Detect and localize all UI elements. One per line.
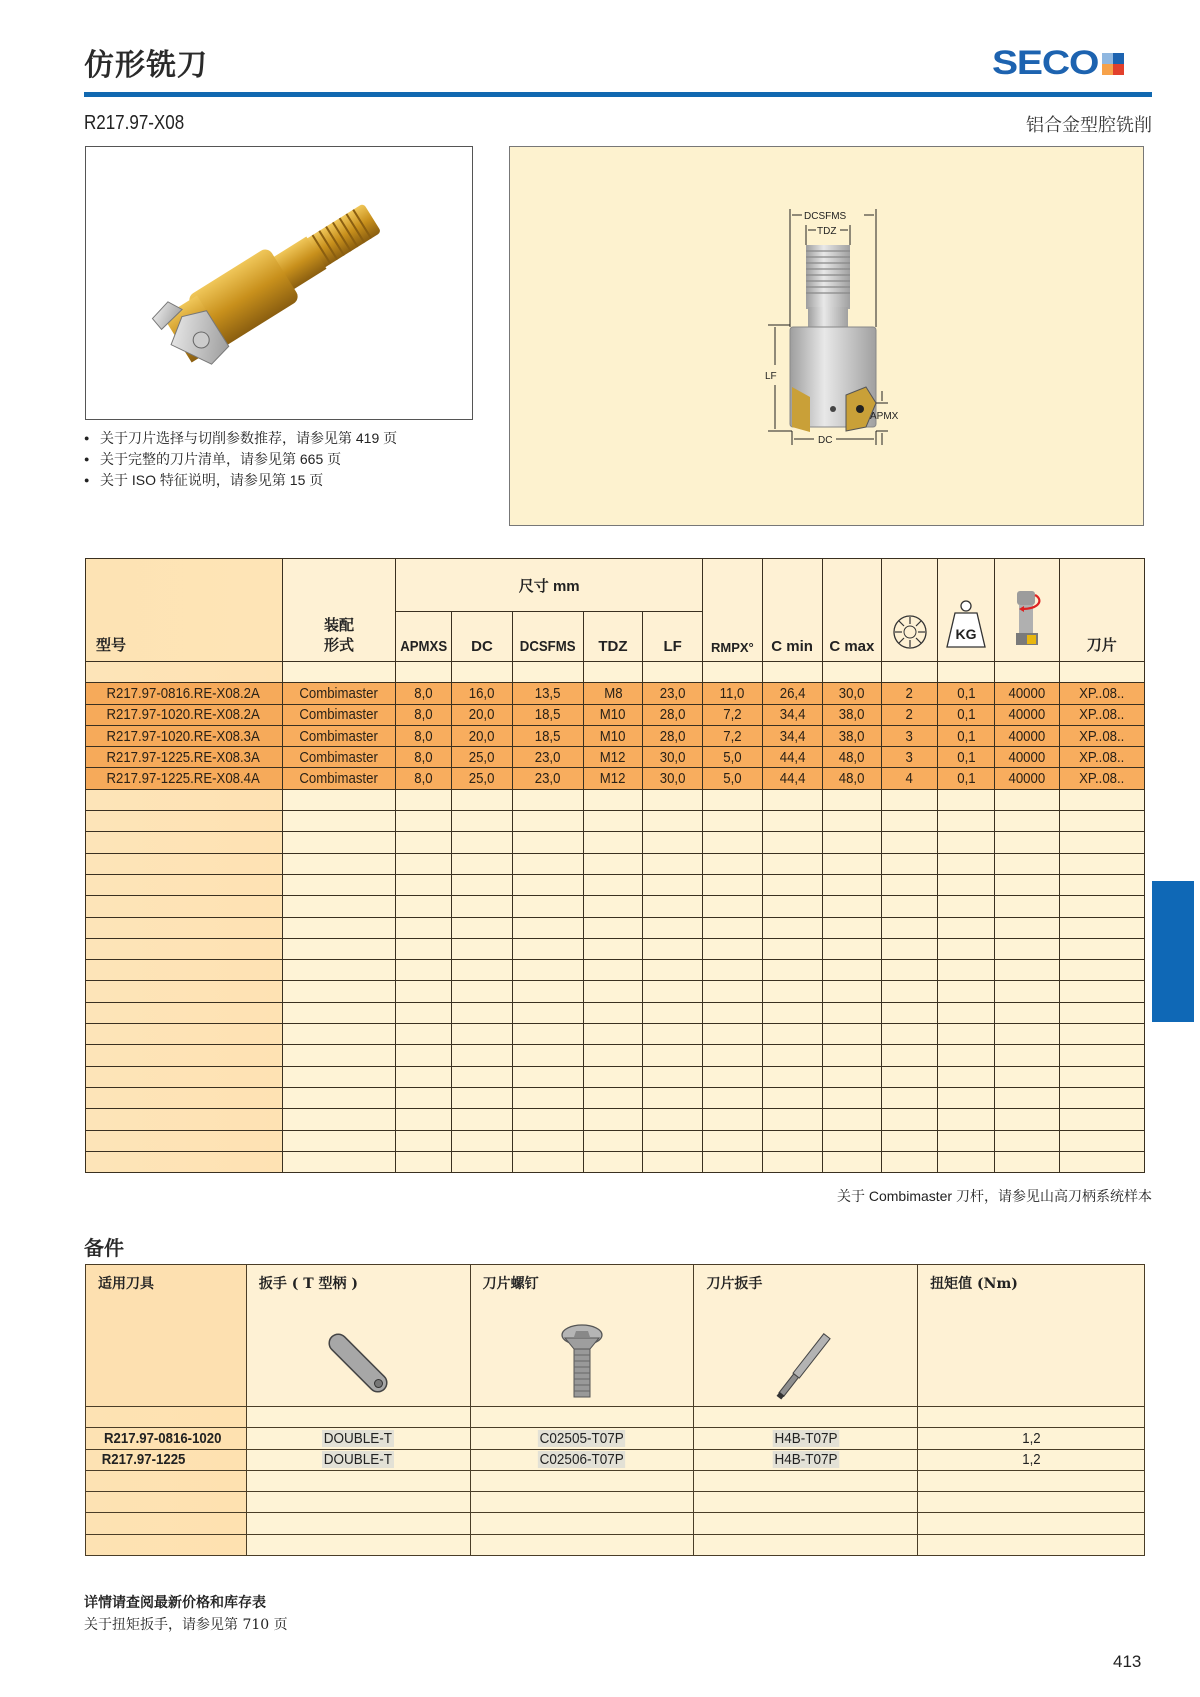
label-tdz: TDZ bbox=[817, 226, 837, 237]
empty-row bbox=[86, 1534, 1145, 1555]
cell-cmin: 34,4 bbox=[762, 725, 822, 746]
label-dcsfms: DCSFMS bbox=[804, 211, 847, 222]
header-t-key: 扳手 ( T 型柄 ) bbox=[246, 1265, 470, 1407]
empty-row bbox=[86, 896, 1145, 917]
header-dimensions-group: 尺寸 mm bbox=[396, 559, 703, 612]
empty-row bbox=[86, 1087, 1145, 1108]
cutter-dimension-drawing-icon bbox=[510, 147, 1145, 527]
weight-kg-icon bbox=[945, 599, 987, 651]
cell-cmax: 38,0 bbox=[822, 704, 881, 725]
empty-row bbox=[86, 960, 1145, 981]
cell-tool: R217.97-1225 bbox=[86, 1449, 247, 1470]
cell-key: DOUBLE-T bbox=[246, 1428, 470, 1449]
footer-price-note: 详情请查阅最新价格和库存表 bbox=[84, 1595, 266, 1611]
cell-cmax: 38,0 bbox=[822, 725, 881, 746]
header-rmpx: RMPX° bbox=[703, 559, 762, 662]
cell-insert: XP..08.. bbox=[1059, 747, 1144, 768]
product-code: R217.97-X08 bbox=[84, 112, 185, 134]
cell-model: R217.97-1020.RE-X08.2A bbox=[86, 704, 283, 725]
note-item: ● 关于刀片选择与切削参数推荐，请参见第 419 页 bbox=[84, 428, 397, 449]
cell-rmpx: 7,2 bbox=[703, 725, 762, 746]
svg-text:KG: KG bbox=[955, 626, 977, 642]
cell-dcsfms: 23,0 bbox=[512, 768, 583, 789]
cell-z: 2 bbox=[881, 683, 937, 704]
header-fit: 装配 形式 bbox=[282, 559, 395, 662]
cell-cmax: 48,0 bbox=[822, 747, 881, 768]
seco-logo-mark-icon bbox=[1102, 53, 1124, 75]
empty-row bbox=[86, 832, 1145, 853]
cell-lf: 30,0 bbox=[643, 747, 703, 768]
empty-row bbox=[86, 917, 1145, 938]
cell-cmin: 34,4 bbox=[762, 704, 822, 725]
empty-row bbox=[86, 1066, 1145, 1087]
table-row bbox=[86, 747, 1145, 768]
cell-dcsfms: 23,0 bbox=[512, 747, 583, 768]
cell-insert: XP..08.. bbox=[1059, 704, 1144, 725]
cell-screw: C02506-T07P bbox=[470, 1449, 694, 1470]
cell-dc: 20,0 bbox=[452, 704, 512, 725]
header-torque: 扭矩值 (Nm) bbox=[918, 1265, 1145, 1407]
insert-screw-icon bbox=[557, 1323, 607, 1403]
spare-table-body bbox=[86, 1428, 1145, 1556]
cell-z: 3 bbox=[881, 747, 937, 768]
insert-key-icon bbox=[766, 1323, 846, 1403]
t-handle-key-icon bbox=[313, 1323, 403, 1403]
empty-row bbox=[86, 874, 1145, 895]
cell-lf: 30,0 bbox=[643, 768, 703, 789]
empty-row bbox=[86, 1130, 1145, 1151]
empty-row bbox=[86, 1002, 1145, 1023]
header-dcsfms: DCSFMS bbox=[512, 612, 583, 662]
max-rpm-icon bbox=[1011, 587, 1043, 651]
empty-row bbox=[86, 789, 1145, 810]
cell-rmpx: 11,0 bbox=[703, 683, 762, 704]
teeth-count-icon bbox=[891, 613, 929, 651]
header-applicable-tool: 适用刀具 bbox=[86, 1265, 247, 1407]
cell-fit: Combimaster bbox=[282, 704, 395, 725]
product-photo bbox=[85, 146, 473, 420]
empty-row bbox=[86, 1470, 1145, 1491]
cell-fit: Combimaster bbox=[282, 725, 395, 746]
empty-row bbox=[86, 1109, 1145, 1130]
cell-model: R217.97-1020.RE-X08.3A bbox=[86, 725, 283, 746]
cell-dc: 20,0 bbox=[452, 725, 512, 746]
note-item: ● 关于完整的刀片清单，请参见第 665 页 bbox=[84, 449, 397, 470]
cell-rpm: 40000 bbox=[995, 704, 1059, 725]
empty-row bbox=[86, 811, 1145, 832]
empty-row bbox=[86, 1024, 1145, 1045]
cell-fit: Combimaster bbox=[282, 683, 395, 704]
cell-screw: C02505-T07P bbox=[470, 1428, 694, 1449]
seco-logo bbox=[992, 44, 1124, 83]
cell-lf: 23,0 bbox=[643, 683, 703, 704]
cell-dcsfms: 18,5 bbox=[512, 725, 583, 746]
cell-dcsfms: 13,5 bbox=[512, 683, 583, 704]
cell-kg: 0,1 bbox=[938, 704, 995, 725]
cell-model: R217.97-1225.RE-X08.3A bbox=[86, 747, 283, 768]
cell-z: 3 bbox=[881, 725, 937, 746]
cell-dc: 25,0 bbox=[452, 747, 512, 768]
table-row bbox=[86, 683, 1145, 704]
header-teeth bbox=[881, 559, 937, 662]
cell-rpm: 40000 bbox=[995, 725, 1059, 746]
cell-dcsfms: 18,5 bbox=[512, 704, 583, 725]
combimaster-note: 关于 Combimaster 刀杆，请参见山高刀柄系统样本 bbox=[836, 1188, 1152, 1204]
cutter-specs-table bbox=[85, 558, 1145, 1173]
cell-torque: 1,2 bbox=[918, 1428, 1145, 1449]
empty-row bbox=[86, 1492, 1145, 1513]
spare-parts-table bbox=[85, 1264, 1145, 1556]
cell-tdz: M10 bbox=[583, 704, 642, 725]
cell-tdz: M8 bbox=[583, 683, 642, 704]
header-rpm bbox=[995, 559, 1059, 662]
cell-kg: 0,1 bbox=[938, 725, 995, 746]
footer-torque-note: 关于扭矩扳手，请参见第 710 页 bbox=[84, 1617, 288, 1633]
cell-rmpx: 5,0 bbox=[703, 747, 762, 768]
header-apmxs: APMXS bbox=[396, 612, 452, 662]
cell-cmin: 26,4 bbox=[762, 683, 822, 704]
table-row bbox=[86, 704, 1145, 725]
empty-row bbox=[86, 1513, 1145, 1534]
cell-lf: 28,0 bbox=[643, 725, 703, 746]
dimension-diagram bbox=[509, 146, 1144, 526]
header-dc: DC bbox=[452, 612, 512, 662]
cell-tdz: M12 bbox=[583, 768, 642, 789]
cell-fit: Combimaster bbox=[282, 768, 395, 789]
cell-tdz: M10 bbox=[583, 725, 642, 746]
page-title: 仿形铣刀 bbox=[84, 48, 208, 83]
cell-model: R217.97-0816.RE-X08.2A bbox=[86, 683, 283, 704]
cell-apmxs: 8,0 bbox=[396, 768, 452, 789]
application-label: 铝合金型腔铣削 bbox=[1026, 115, 1152, 136]
cell-cmax: 48,0 bbox=[822, 768, 881, 789]
note-item: ● 关于 ISO 特征说明，请参见第 15 页 bbox=[84, 470, 397, 491]
cell-key: DOUBLE-T bbox=[246, 1449, 470, 1470]
label-apmx: APMX bbox=[870, 411, 899, 422]
header-insert-screw: 刀片螺钉 bbox=[470, 1265, 694, 1407]
section-tab-marker bbox=[1152, 881, 1194, 1022]
empty-row bbox=[86, 1045, 1145, 1066]
cell-rmpx: 7,2 bbox=[703, 704, 762, 725]
header-insert: 刀片 bbox=[1059, 559, 1144, 662]
cell-apmxs: 8,0 bbox=[396, 747, 452, 768]
cell-insert_key: H4B-T07P bbox=[694, 1428, 918, 1449]
table-row bbox=[86, 725, 1145, 746]
cell-dc: 16,0 bbox=[452, 683, 512, 704]
cell-cmax: 30,0 bbox=[822, 683, 881, 704]
page-number: 413 bbox=[1113, 1652, 1142, 1671]
brand-name: SECO bbox=[992, 44, 1099, 82]
cell-cmin: 44,4 bbox=[762, 747, 822, 768]
cell-model: R217.97-1225.RE-X08.4A bbox=[86, 768, 283, 789]
cell-insert: XP..08.. bbox=[1059, 768, 1144, 789]
main-table-body bbox=[86, 683, 1145, 1173]
cell-tdz: M12 bbox=[583, 747, 642, 768]
cell-kg: 0,1 bbox=[938, 683, 995, 704]
cell-rpm: 40000 bbox=[995, 683, 1059, 704]
cell-rpm: 40000 bbox=[995, 768, 1059, 789]
cell-kg: 0,1 bbox=[938, 768, 995, 789]
cell-tool: R217.97-0816-1020 bbox=[86, 1428, 247, 1449]
label-dc: DC bbox=[818, 435, 833, 446]
cell-apmxs: 8,0 bbox=[396, 683, 452, 704]
header-rule bbox=[84, 92, 1152, 97]
cell-insert: XP..08.. bbox=[1059, 725, 1144, 746]
empty-row bbox=[86, 938, 1145, 959]
cell-dc: 25,0 bbox=[452, 768, 512, 789]
cell-rpm: 40000 bbox=[995, 747, 1059, 768]
reference-notes bbox=[84, 428, 397, 491]
cell-kg: 0,1 bbox=[938, 747, 995, 768]
cell-insert: XP..08.. bbox=[1059, 683, 1144, 704]
cell-rmpx: 5,0 bbox=[703, 768, 762, 789]
header-weight bbox=[938, 559, 995, 662]
copy-mill-cutter-photo-icon bbox=[86, 147, 474, 421]
cell-lf: 28,0 bbox=[643, 704, 703, 725]
header-tdz: TDZ bbox=[583, 612, 642, 662]
table-row bbox=[86, 768, 1145, 789]
spare-row bbox=[86, 1449, 1145, 1470]
empty-row bbox=[86, 981, 1145, 1002]
empty-row bbox=[86, 1151, 1145, 1172]
header-insert-key: 刀片扳手 bbox=[694, 1265, 918, 1407]
cell-z: 4 bbox=[881, 768, 937, 789]
cell-fit: Combimaster bbox=[282, 747, 395, 768]
cell-insert_key: H4B-T07P bbox=[694, 1449, 918, 1470]
spare-row bbox=[86, 1428, 1145, 1449]
cell-z: 2 bbox=[881, 704, 937, 725]
header-model: 型号 bbox=[86, 559, 283, 662]
label-lf: LF bbox=[765, 371, 777, 382]
spare-parts-title: 备件 bbox=[84, 1236, 124, 1260]
cell-cmin: 44,4 bbox=[762, 768, 822, 789]
header-cmin: C min bbox=[762, 559, 822, 662]
header-cmax: C max bbox=[822, 559, 881, 662]
empty-row bbox=[86, 853, 1145, 874]
cell-torque: 1,2 bbox=[918, 1449, 1145, 1470]
cell-apmxs: 8,0 bbox=[396, 704, 452, 725]
header-lf: LF bbox=[643, 612, 703, 662]
cell-apmxs: 8,0 bbox=[396, 725, 452, 746]
